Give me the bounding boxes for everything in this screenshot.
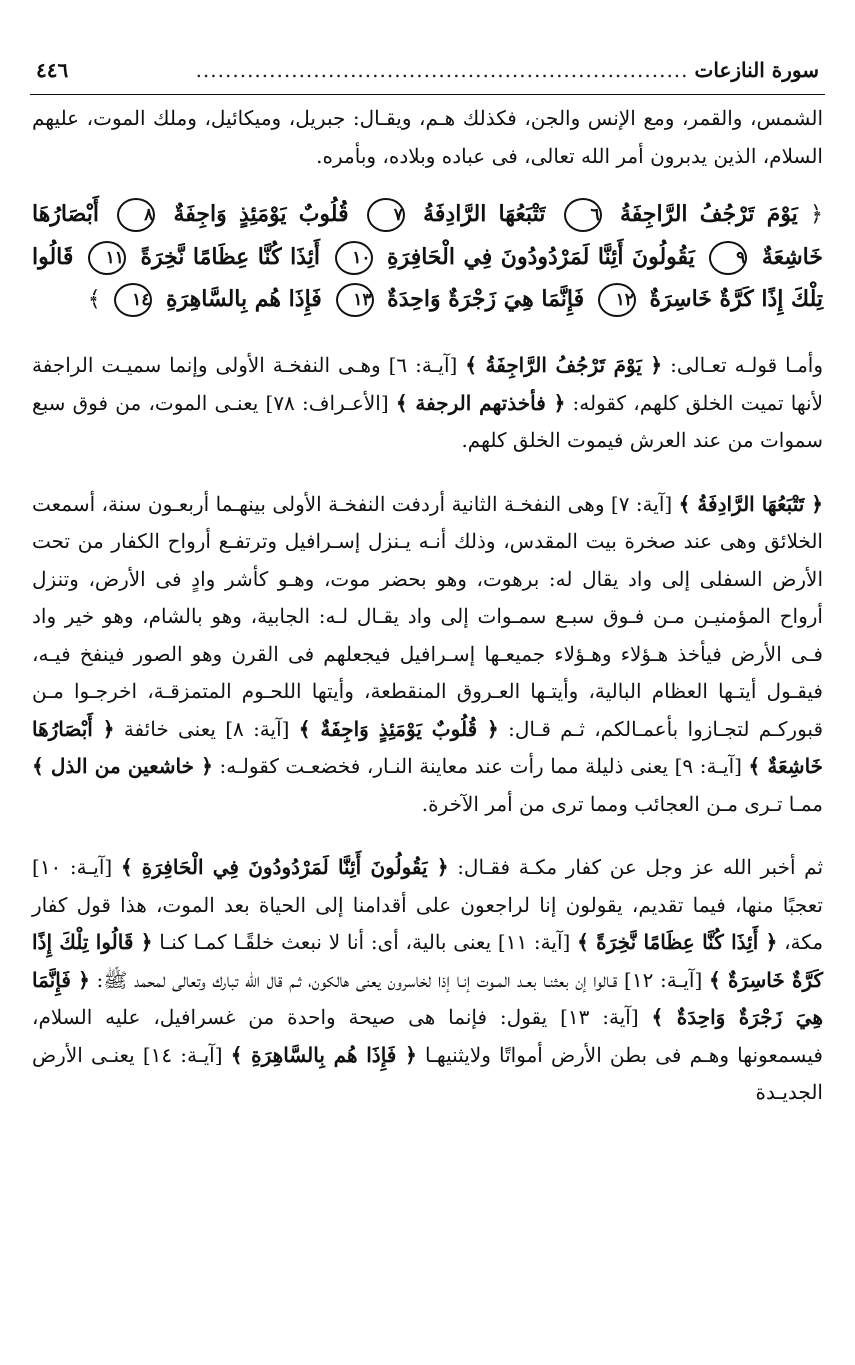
commentary-text: وأمـا قولـه تعـالى: xyxy=(670,353,824,377)
quran-quote: ﴿ قُلُوبٌ يَوْمَئِذٍ وَاجِفَةٌ ﴾ xyxy=(298,716,499,741)
ayah-number-marker: ٦ xyxy=(564,198,602,232)
commentary-text: [آيـة: ٦] وهـى النفخـة الأولى وإنما سميـت الراجفة لأنها تميت الخلق كلهم، كقوله: xyxy=(32,353,824,415)
leader-dots: ................................................................... xyxy=(195,58,689,82)
intro-paragraph: الشمس، والقمر، ومع الإنس والجن، فكذلك هـم، ويقـال: جبريل، وميكائيل، وملك الموت، عليهم السلام، الذين يدبرون أمر الله تعالى، فى عباده وبلاده، وبأمره. xyxy=(32,106,823,168)
commentary-text: [آية: ٨] يعنى خائفة xyxy=(123,716,290,741)
ayah-number-marker: ١٠ xyxy=(335,241,373,275)
quran-quote: ﴿ فأخذتهم الرجفة ﴾ xyxy=(395,390,566,415)
verse-text: يَقُولُونَ أَئِنَّا لَمَرْدُودُونَ فِي الْحَافِرَةِ xyxy=(387,244,695,270)
commentary-paragraph-3 xyxy=(32,849,823,1112)
commentary-text: ثم أخبر الله عز وجل عن كفار مكـة فقـال: xyxy=(457,855,824,879)
ayah-number-marker: ١٣ xyxy=(336,283,374,317)
surah-title: سورة النازعات xyxy=(694,58,819,82)
verse-text: فَإِنَّمَا هِيَ زَجْرَةٌ وَاحِدَةٌ xyxy=(387,286,585,312)
ayah-number-marker: ٩ xyxy=(709,241,747,275)
quran-quote: ﴿ أَبْصَارُهَا خَاشِعَةٌ ﴾ xyxy=(32,716,824,778)
verse-close-bracket: ﴾ xyxy=(87,287,101,312)
quran-quote: ﴿ فَإِذَا هُم بِالسَّاهِرَةِ ﴾ xyxy=(230,1042,417,1067)
commentary-paragraph-1 xyxy=(32,347,823,460)
verse-text: قُلُوبٌ يَوْمَئِذٍ وَاجِفَةٌ xyxy=(173,201,349,227)
commentary-text: [آيـة: ٩] يعنى ذليلة مما رأت عند معاينة النـار، فخضعـت كقولـه: xyxy=(219,754,742,778)
quran-quote: ﴿ فَإِنَّمَا هِيَ زَجْرَةٌ وَاحِدَةٌ ﴾ xyxy=(32,967,824,1029)
page-body xyxy=(32,100,823,1112)
commentary-paragraph-2 xyxy=(32,486,823,824)
ayah-number-marker: ٨ xyxy=(117,198,155,232)
quran-quote: ﴿ قَالُوا تِلْكَ إِذًا كَرَّةٌ خَاسِرَةٌ ﴾ xyxy=(32,930,823,992)
commentary-text: [آية: ١٣] يقول: فإنما هى صيحة واحدة من غسرافيل، عليه السلام، فيسمعونها وهـم فى بطن الأرض أمواتًا ولايثنيهـا xyxy=(32,1005,823,1067)
page-number: ٤٤٦ xyxy=(36,58,69,82)
running-header xyxy=(30,50,825,90)
ayah-number-marker: ١١ xyxy=(88,241,126,275)
verse-text: تَتْبَعُهَا الرَّادِفَةُ xyxy=(423,201,546,227)
verse-text: فَإِذَا هُم بِالسَّاهِرَةِ xyxy=(166,286,322,312)
commentary-text: [آيـة: ١٠] تعجبًا منها، فيما تقديم، يقولون إنا لراجعون على أقدامنا إلى الحياة بعد الموت، هذا قول كفار مكة، xyxy=(32,855,824,954)
commentary-text: [آية: ١١] يعنى بالية، أى: أنا لا نبعث خلقًـا كمـا كنـا xyxy=(159,930,571,954)
verse-open-bracket: ﴿ xyxy=(810,202,823,227)
commentary-text: [آيـة: ١٢] قـالوا إن بعثنـا بعـد المـوت إنـا إذا لخاسرون يعنى هالكون، ثـم قال الله تبارك وتعالى لمحمد ﷺ: xyxy=(96,967,703,992)
commentary-text: [الأعـراف: ٧٨] يعنـى الموت، من فوق سبع سموات من عند العرش فيموت الخلق كلهم. xyxy=(32,390,823,452)
ayah-number-marker: ١٤ xyxy=(114,283,152,317)
ayah-number-marker: ١٢ xyxy=(598,283,636,317)
verse-text: أَئِذَا كُنَّا عِظَامًا نَّخِرَةً xyxy=(140,244,321,270)
commentary-text: [آية: ٧] وهى النفخـة الثانية أردفت النفخـة الأولى بينهـما أربعـون سنة، أسمعت الخلائق وهى عند صخرة بيت المقدس، وذلك أنـه يـنزل إسـرافيل وترتفـع أرواح الكفار من تحت الأرض السفلى إلى واد يقال له: برهوت، وهو بحضر موت، وهـو كأشر وادٍ فى الأرض، وتنزل أرواح المؤمنيـن مـن فـوق سبـع سمـوات إلى واد يقـال لـه: الجابية، وهو بالشام، وهو خير واد فـى الأرض فيأخذ هـؤلاء وهـؤلاء جميعـها إسـرافيل فيجعلهم فى القرن وهو الصور فينفخ فيـه، فيقـول أيتـها العظام البالية، وأيتـها العـروق المنقطعة، وأيتها اللحـوم المتمزقـة، اخرجـوا مـن قبوركـم لتجـازوا بأعمـالكم، ثـم قـال: xyxy=(32,491,823,741)
commentary-text: [آيـة: ١٤] يعنـى الأرض الجديـدة xyxy=(32,1042,823,1104)
header-divider xyxy=(30,94,825,95)
verse-text: قَالُوا تِلْكَ إِذًا كَرَّةٌ خَاسِرَةٌ xyxy=(32,244,823,312)
quran-verse-block xyxy=(32,193,823,321)
verse-text: أَبْصَارُهَا خَاشِعَةٌ xyxy=(32,201,823,270)
ayah-number-marker: ٧ xyxy=(367,198,405,232)
commentary-text: ممـا تـرى مـن العجائب ومما ترى من أمر الآخرة. xyxy=(421,791,823,816)
quran-quote: ﴿ تَتْبَعُهَا الرَّادِفَةُ ﴾ xyxy=(678,491,824,516)
quran-quote: ﴿ يَقُولُونَ أَئِنَّا لَمَرْدُودُونَ فِي الْحَافِرَةِ ﴾ xyxy=(120,855,449,879)
quran-quote: ﴿ أَئِذَا كُنَّا عِظَامًا نَّخِرَةً ﴾ xyxy=(577,930,778,954)
quran-quote: ﴿ يَوْمَ تَرْجُفُ الرَّاجِفَةُ ﴾ xyxy=(465,353,663,377)
quran-quote: ﴿ خاشعين من الذل ﴾ xyxy=(32,754,213,778)
verse-text: يَوْمَ تَرْجُفُ الرَّاجِفَةُ xyxy=(619,201,798,227)
